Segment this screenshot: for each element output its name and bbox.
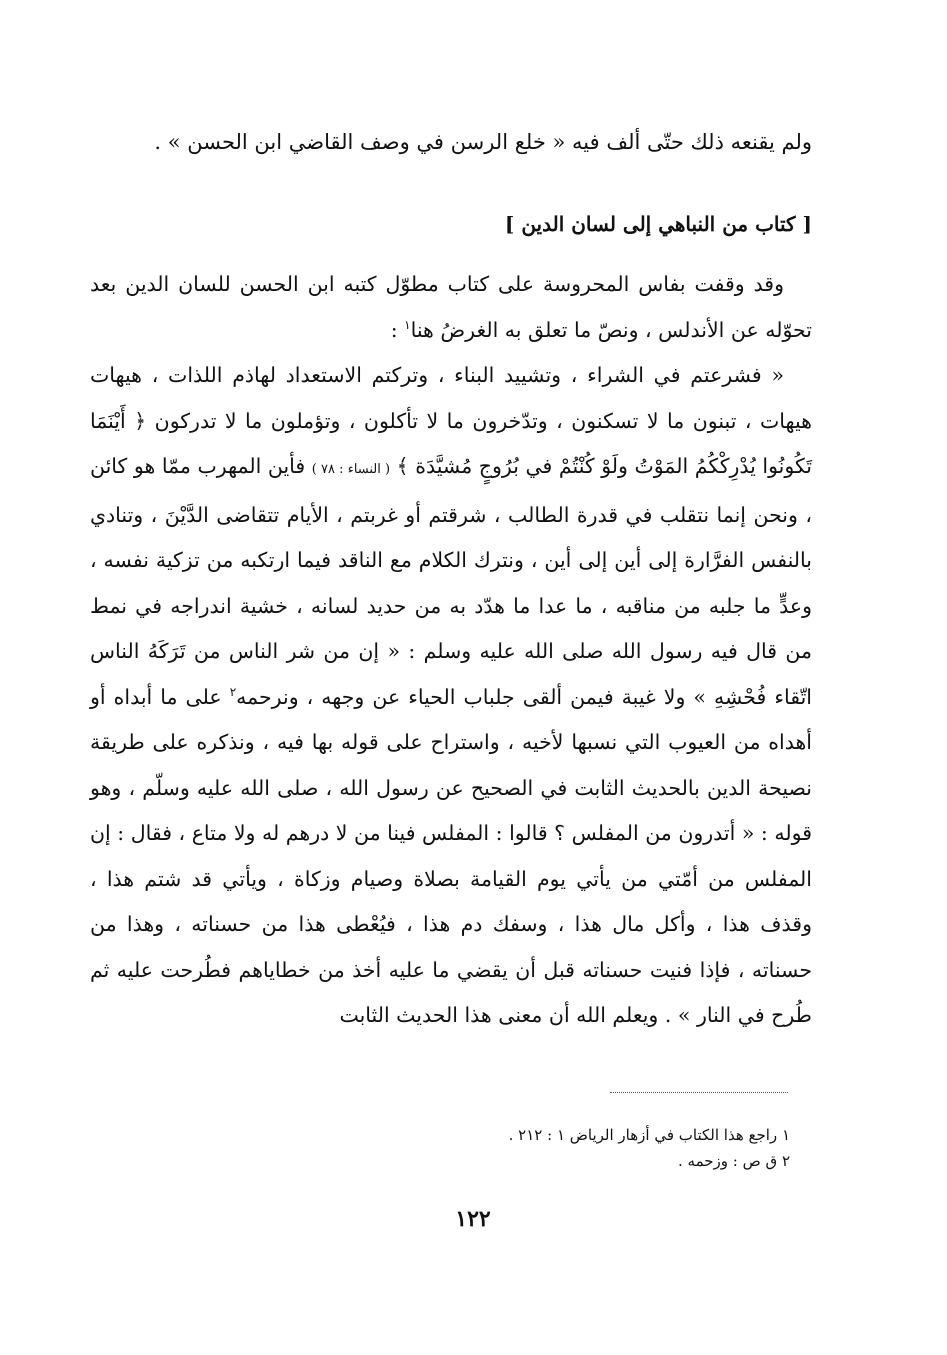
footnote-2: ٢ ق ص : وزحمه . — [678, 1152, 790, 1170]
paragraph-2-part2: فأين المهرب ممّا هو كائن ، ونحن إنما نتقلب في قدرة الطالب ، شرقتم أو غربتم ، الأيام تتقاضى الدَّيْنَ ، وتنادي بالنفس الفرَّارة إلى أين إلى أين ، ونترك الكلام مع الناقد فيما ارتكبه من تزكية نفسه ، وعدٍّ ما جلبه من مناقبه ، ما عدا ما هدّد به من حديد لسانه ، خشية اندراجه في نمط من قال فيه رسول الله صلى الله عليه وسلم : « إن من شر الناس من تَرَكَهُ الناس اتّقاء فُحْشِهِ » ولا غيبة فيمن ألقى جلباب الحياء عن وجهه ، ونرحمه — [90, 454, 813, 709]
footnote-mark-1: ١ — [404, 317, 411, 332]
verse-reference: ( النساء : ٧٨ ) — [311, 462, 391, 477]
paragraph-1 — [90, 262, 812, 353]
footnotes — [300, 1122, 790, 1174]
footnote-1: ١ راجع هذا الكتاب في أزهار الرياض ١ : ٢١٢ . — [508, 1126, 790, 1144]
footnote-separator — [610, 1092, 788, 1093]
paragraph-2 — [90, 353, 812, 1039]
paragraph-1-end: : — [390, 317, 405, 342]
footnote-mark-2: ٢ — [229, 684, 237, 699]
paragraph-1-text: وقد وقفت بفاس المحروسة على كتاب مطوّل كتبه ابن الحسن للسان الدين بعد تحوّله عن الأندلس ، ونصّ ما تعلق به الغرضُ هنا — [90, 272, 812, 342]
paragraph-2-part1: « فشرعتم في الشراء ، وتشييد البناء ، وتركتم الاستعداد لهاذم اللذات ، هيهات هيهات ، تبنون ما لا تسكنون ، وتدّخرون ما لا تأكلون ، وتؤملون ما لا تدركون ﴿ أَيْنَمَا تَكُونُوا يُدْرِكْكُمُ المَوْتُ ولَوْ كُنْتُمْ في بُرُوجٍ مُشيَّدَة ﴾ — [90, 363, 812, 478]
section-heading: [ كتاب من النباهي إلى لسان الدين ] — [504, 212, 812, 236]
paragraph-2-part3: على ما أبداه أو أهداه من العيوب التي نسبها لأخيه ، واستراح على قوله بها فيه ، ونذكره على طريقة نصيحة الدين بالحديث الثابت في الصحيح عن رسول الله ، صلى الله عليه وسلّم ، وهو قوله : « أتدرون من المفلس ؟ قالوا : المفلس فينا من لا درهم له ولا متاع ، فقال : إن المفلس من أمّتي من يأتي يوم القيامة بصلاة وصيام وزكاة ، ويأتي قد شتم هذا ، وقذف هذا ، وأكل مال هذا ، وسفك دم هذا ، فيُعْطى هذا من حسناته ، وهذا من حسناته ، فإذا فنيت حسناته قبل أن يقضي ما عليه أخذ من خطاياهم فطُرحت عليه ثم طُرح في النار » . ويعلم الله أن معنى هذا الحديث الثابت — [90, 684, 812, 1027]
intro-line: ولم يقنعه ذلك حتّى ألف فيه « خلع الرسن في وصف القاضي ابن الحسن » . — [154, 130, 812, 154]
main-text — [90, 262, 812, 1039]
page-number: ١٢٢ — [455, 1206, 491, 1232]
